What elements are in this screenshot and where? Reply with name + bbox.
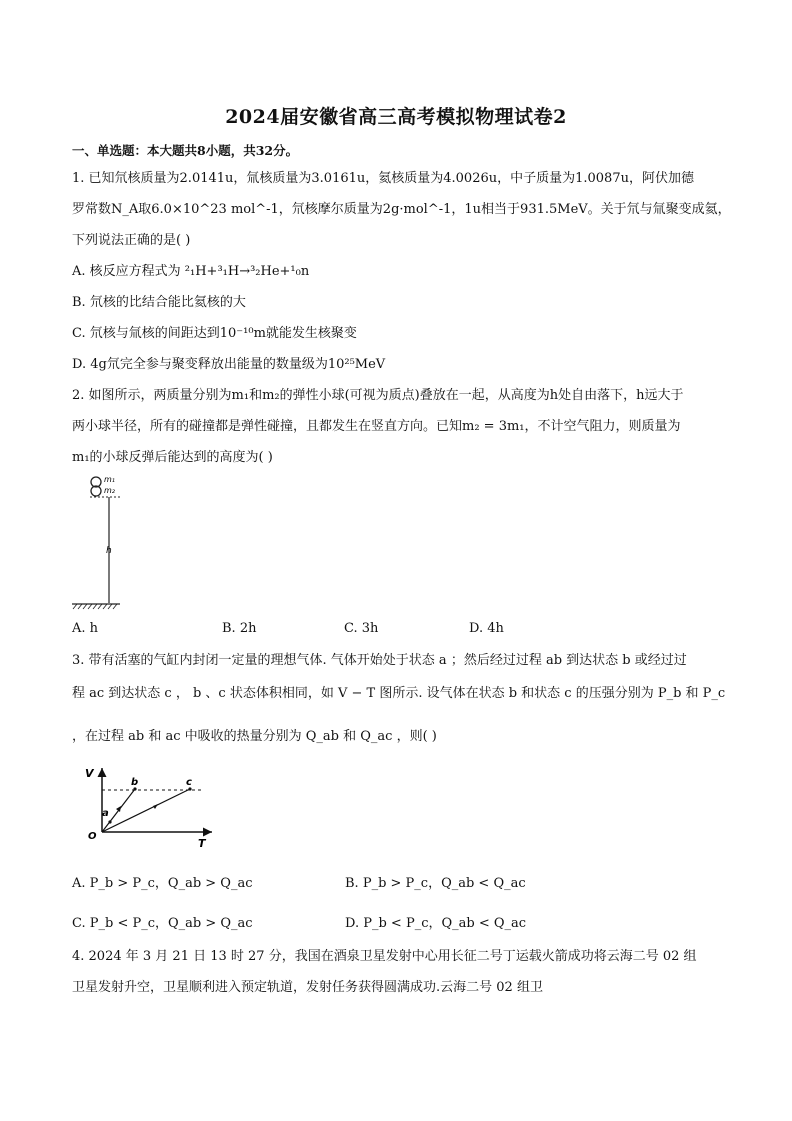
q3-vt-figure — [80, 762, 225, 852]
ground-hatch — [73, 604, 117, 609]
q2-line2: 两小球半径，所有的碰撞都是弹性碰撞，且都发生在竖直方向。已知m₂ = 3m₁，不计空气阻力，则质量为 — [72, 419, 681, 434]
page-title: 2024届安徽省高三高考模拟物理试卷2 — [225, 106, 567, 128]
q3-option-a: A. P_b > P_c，Q_ab > Q_ac — [72, 876, 253, 891]
q3-line1: 3. 带有活塞的气缸内封闭一定量的理想气体. 气体开始处于状态 a ；然后经过过程 ab 到达状态 b 或经过过 — [72, 653, 687, 668]
q1-option-c: C. 氘核与氚核的间距达到10⁻¹⁰m就能发生核聚变 — [72, 326, 357, 341]
q4-line1: 4. 2024 年 3 月 21 日 13 时 27 分，我国在酒泉卫星发射中心用长征二号丁运载火箭成功将云海二号 02 组 — [72, 949, 697, 964]
point-a — [108, 820, 111, 823]
origin-label: O — [88, 831, 97, 842]
q2-figure — [70, 473, 130, 613]
q1-option-d: D. 4g氘完全参与聚变释放出能量的数量级为10²⁵MeV — [72, 357, 386, 372]
label-b: b — [131, 777, 139, 788]
q4-line2: 卫星发射升空，卫星顺利进入预定轨道，发射任务获得圆满成功.云海二号 02 组卫 — [72, 980, 543, 995]
axis-v-label: V — [85, 767, 94, 780]
q3-line2: 程 ac 到达状态 c ， b 、c 状态体积相同，如 V − T 图所示. 设气体在状态 b 和状态 c 的压强分别为 P_b 和 P_c — [72, 686, 726, 701]
label-h: h — [106, 546, 112, 556]
label-a: a — [102, 808, 109, 819]
q3-line3: ，在过程 ab 和 ac 中吸收的热量分别为 Q_ab 和 Q_ac ，则( ) — [72, 729, 437, 744]
label-m2: m₂ — [104, 486, 115, 495]
section-heading: 一、单选题：本大题共8小题，共32分。 — [72, 143, 299, 158]
label-c: c — [186, 777, 192, 788]
q1-line3: 下列说法正确的是( ) — [72, 233, 191, 248]
q1-option-b: B. 氘核的比结合能比氦核的大 — [72, 295, 246, 310]
q2-option-c: C. 3h — [344, 621, 379, 636]
q1-line1: 1. 已知氘核质量为2.0141u，氚核质量为3.0161u，氦核质量为4.0026u，中子质量为1.0087u，阿伏加德 — [72, 171, 694, 186]
label-m1: m₁ — [104, 475, 115, 484]
q3-option-d: D. P_b < P_c，Q_ab < Q_ac — [345, 916, 527, 931]
process-ac — [102, 789, 190, 832]
q2-option-b: B. 2h — [222, 621, 257, 636]
arrow-ac — [153, 804, 158, 809]
q2-option-a: A. h — [72, 621, 99, 636]
q2-option-d: D. 4h — [469, 621, 504, 636]
q3-option-b: B. P_b > P_c，Q_ab < Q_ac — [345, 876, 526, 891]
q3-option-c: C. P_b < P_c，Q_ab > Q_ac — [72, 916, 253, 931]
q2-line3: m₁的小球反弹后能达到的高度为( ) — [72, 450, 273, 465]
axis-t-label: T — [198, 837, 206, 850]
q1-option-a: A. 核反应方程式为 ²₁H+³₁H→³₂He+¹₀n — [72, 264, 310, 279]
q2-line1: 2. 如图所示，两质量分别为m₁和m₂的弹性小球(可视为质点)叠放在一起，从高度为h处自由落下，h远大于 — [72, 388, 684, 403]
q1-line2: 罗常数N_A取6.0×10^23 mol^-1，氘核摩尔质量为2g·mol^-1，1u相当于931.5MeV。关于氘与氚聚变成氦， — [72, 202, 731, 217]
